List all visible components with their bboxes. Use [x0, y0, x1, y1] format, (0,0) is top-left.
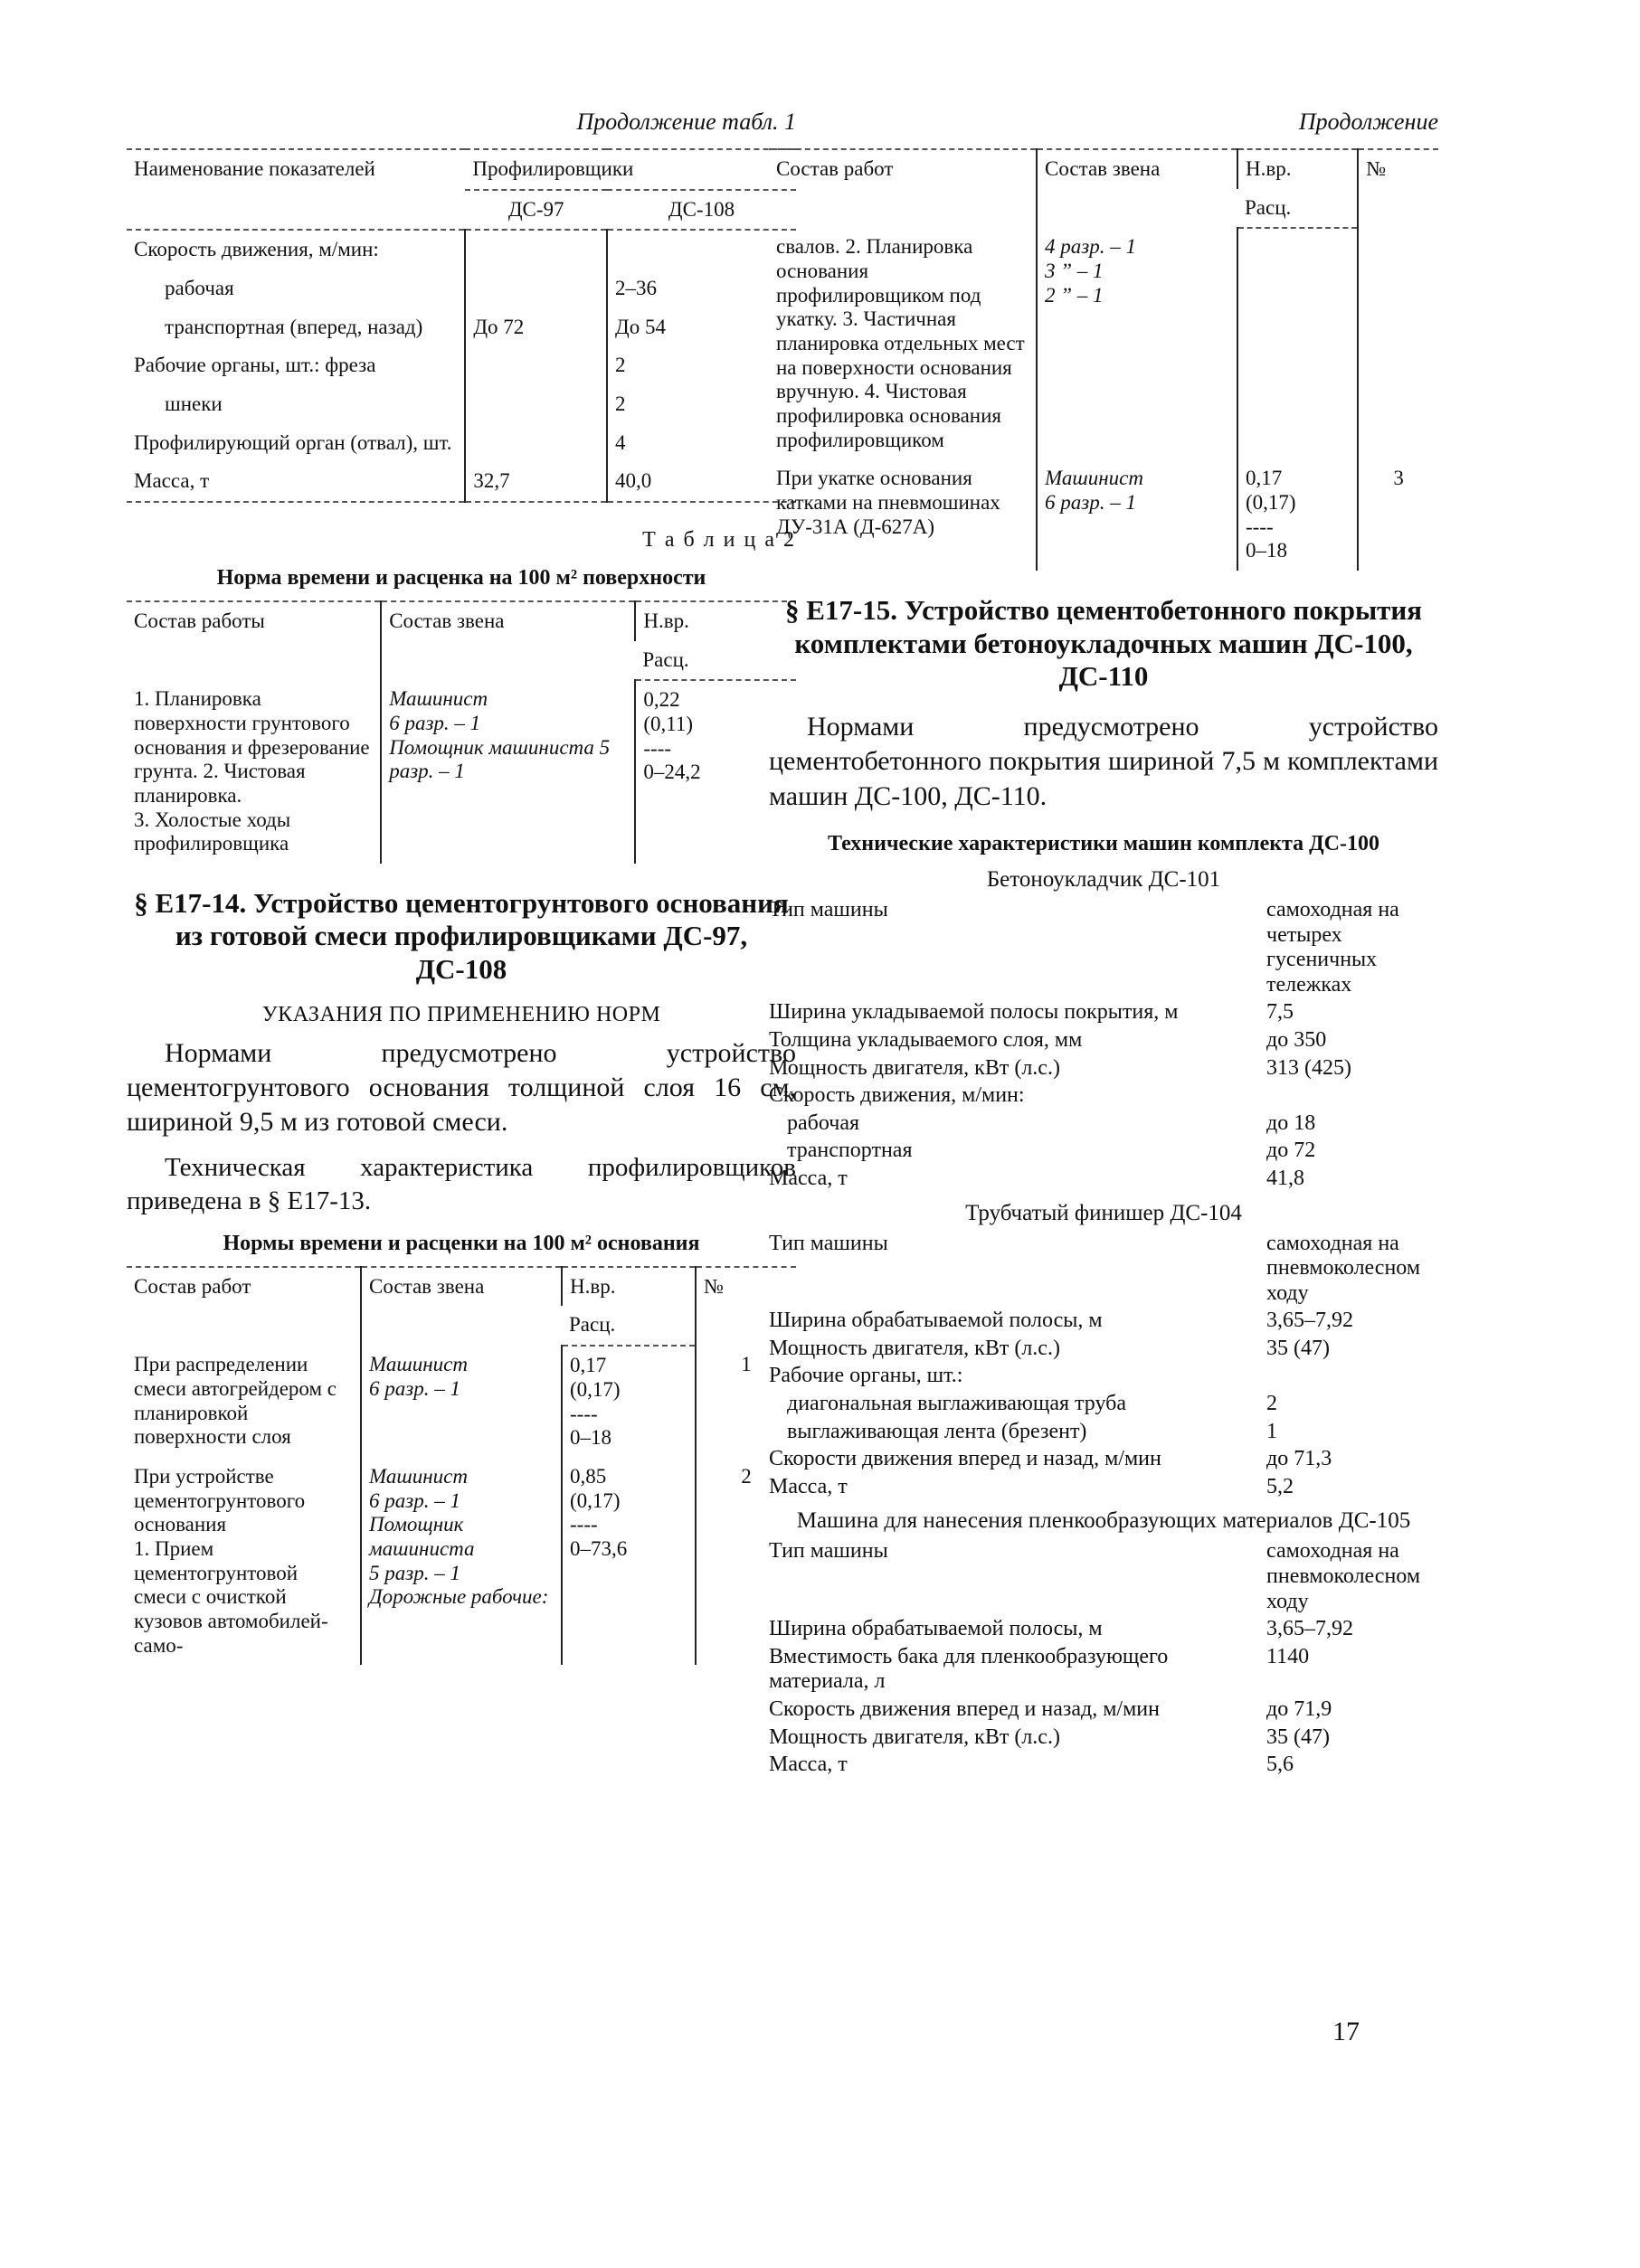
spec-value: 2 — [1266, 1392, 1277, 1416]
spec-label: Масса, т — [769, 1474, 848, 1498]
spec-label: Ширина обрабатываемой полосы, м — [769, 1309, 1103, 1333]
section14-header-nvr: Н.вр. — [562, 1267, 696, 1307]
table1-row-transport — [127, 308, 796, 347]
page-number: 17 — [1332, 2017, 1360, 2046]
right-running-head: Продолжение — [1298, 109, 1438, 135]
spec-value: до 71,3 — [1266, 1447, 1332, 1471]
section14-row — [127, 1346, 796, 1458]
spec-group-1 — [769, 867, 1438, 1192]
spec-row — [769, 1725, 1438, 1751]
table1-cell-ds108: 40,0 — [607, 462, 796, 502]
section14-header-rate: Расц. — [562, 1306, 696, 1346]
spec-row — [769, 1753, 1438, 1778]
table1-header-profilers: Профилировщики — [465, 149, 796, 190]
cont-work-cell: свалов. 2. Планировка основания профилировщиком под укатку. 3. Частичная планировка отдельных мест на поверхности основания вручную. 4. Чистовая профилировка основания профилировщиком — [776, 235, 1025, 451]
table1-cell-ds97 — [465, 424, 607, 463]
section14-work-cell: При устройстве цементогрунтового основания 1. Прием цементогрунтовой смеси с очисткой кузовов автомобилей-само- — [134, 1464, 328, 1657]
table1-cell-ds97 — [465, 385, 607, 424]
section14-work-cell: При распределении смеси автогрейдером с планировкой поверхности слоя — [134, 1353, 337, 1449]
spec-value — [1266, 1364, 1438, 1389]
section14-header-crew: Состав звена — [361, 1267, 562, 1346]
spec-row — [769, 1111, 1438, 1137]
section14-row — [127, 1458, 796, 1665]
spec-label: транспортная — [787, 1139, 913, 1163]
spec-value: до 72 — [1266, 1139, 1316, 1163]
spec-row — [769, 1475, 1438, 1500]
table1-cell-ds108: 2 — [607, 346, 796, 385]
spec-row — [769, 1617, 1438, 1642]
table1-row-working — [127, 269, 796, 308]
table2-crew-cell: Машинист 6 разр. – 1 Помощник машиниста 5 разр. – 1 — [381, 680, 635, 864]
cont-header-no: № — [1358, 149, 1438, 228]
cont-nvr-cell — [1237, 228, 1358, 459]
spec-value: 35 (47) — [1266, 1336, 1330, 1360]
spec-label: Ширина укладываемой полосы покрытия, м — [769, 1000, 1179, 1025]
right-column — [769, 109, 1438, 1781]
cont-crew-cell: Машинист 6 разр. – 1 — [1037, 459, 1237, 571]
cont-row — [769, 228, 1438, 459]
spec-label: Масса, т — [769, 1753, 848, 1777]
cont-header-rate: Расц. — [1237, 189, 1358, 229]
spec-row — [769, 898, 1438, 997]
table1-cell-ds97: 32,7 — [465, 462, 607, 502]
cont-no-cell — [1358, 228, 1438, 459]
spec-value: до 18 — [1266, 1110, 1316, 1135]
cont-no-cell: 3 — [1358, 459, 1438, 571]
section-14-table — [127, 1266, 796, 1665]
continuation-table — [769, 148, 1438, 571]
spec-row — [769, 1337, 1438, 1362]
spec-label: Тип машины — [769, 1539, 888, 1564]
table1-row-augers — [127, 385, 796, 424]
cont-work-cell: При укатке основания катками на пневмошинах ДУ-31А (Д-627А) — [776, 467, 1000, 538]
section14-no-cell: 2 — [696, 1458, 796, 1665]
table2-header-nvr: Н.вр. — [635, 601, 796, 641]
spec-label: Толщина укладываемого слоя, мм — [769, 1027, 1083, 1052]
spec-value: 5,6 — [1266, 1753, 1294, 1777]
spec-row — [769, 1697, 1438, 1723]
spec-label: Ширина обрабатываемой полосы, м — [769, 1617, 1103, 1641]
table1-cell-ds97 — [465, 230, 607, 269]
section14-header-no: № — [696, 1267, 796, 1346]
spec-label: диагональная выглаживающая труба — [787, 1392, 1127, 1416]
table1-cell-ds108 — [607, 230, 796, 269]
spec-row — [769, 1056, 1438, 1082]
spec-group-3 — [769, 1508, 1438, 1777]
section14-crew-cell: Машинист 6 разр. – 1 — [361, 1346, 562, 1458]
table-2-title: Норма времени и расценка на 100 м² поверхности — [216, 566, 706, 591]
table1-row-speed — [127, 230, 796, 269]
table1-cell-ds97 — [465, 346, 607, 385]
table1-header-ds97: ДС-97 — [465, 190, 607, 231]
spec-row — [769, 1364, 1438, 1389]
spec-value: 7,5 — [1266, 1000, 1294, 1025]
table-2 — [127, 600, 796, 864]
spec-value: 5,2 — [1266, 1474, 1294, 1498]
section-15-paragraph: Нормами предусмотрено устройство цементобетонного покрытия шириной 7,5 м комплектами машин ДС-100, ДС-110. — [769, 711, 1438, 811]
section-14-table-title: Нормы времени и расценки на 100 м² основания — [223, 1232, 700, 1256]
table2-nvr-cell: 0,22 (0,11) ---- 0–24,2 — [635, 680, 796, 864]
spec-label: Скорость движения вперед и назад, м/мин — [769, 1697, 1160, 1722]
table1-cell-ds108: 2 — [607, 385, 796, 424]
table1-cell-ds108: 2–36 — [607, 269, 796, 308]
table2-header-rate: Расц. — [635, 641, 796, 681]
spec-label: Тип машины — [769, 1231, 888, 1255]
table2-header-crew: Состав звена — [381, 601, 635, 680]
spec-value: самоходная на пневмоколесном ходу — [1266, 1231, 1427, 1305]
spec-value — [1266, 1083, 1438, 1109]
spec-group-title: Бетоноукладчик ДС-101 — [986, 866, 1221, 892]
table-2-label: Т а б л и ц а 2 — [642, 528, 796, 553]
spec-group-title: Трубчатый финишер ДС-104 — [965, 1200, 1242, 1225]
table2-header-work: Состав работы — [127, 601, 381, 680]
spec-row — [769, 1139, 1438, 1164]
spec-value: самоходная на четырех гусеничных тележках — [1266, 897, 1405, 997]
cont-nvr-cell: 0,17 (0,17) ---- 0–18 — [1237, 459, 1358, 571]
table1-header-name: Наименование показателей — [127, 149, 465, 230]
spec-row — [769, 1167, 1438, 1192]
table1-cell-label: шнеки — [165, 392, 223, 416]
spec-label: выглаживающая лента (брезент) — [787, 1419, 1087, 1443]
table1-cell-label: Профилирующий орган (отвал), шт. — [134, 430, 452, 454]
cont-row — [769, 459, 1438, 571]
spec-group-title: Машина для нанесения пленкообразующих материалов ДС-105 — [796, 1508, 1411, 1534]
section-14-paragraph-1: Нормами предусмотрено устройство цементогрунтового основания толщиной слоя 16 см, шириной 9,5 м из готовой смеси. — [127, 1037, 796, 1138]
spec-label: Мощность двигателя, кВт (л.с.) — [769, 1336, 1060, 1360]
section-14-title: § Е17-14. Устройство цементогрунтового основания из готовой смеси профилировщиками ДС-97, ДС-108 — [134, 886, 789, 986]
section-14-paragraph-2: Техническая характеристика профилировщиков приведена в § Е17-13. — [127, 1152, 796, 1215]
spec-value: 1140 — [1266, 1644, 1310, 1668]
spec-label: Скорости движения вперед и назад, м/мин — [769, 1447, 1161, 1471]
spec-label: Рабочие органы, шт.: — [769, 1364, 963, 1388]
spec-value: до 350 — [1266, 1027, 1327, 1052]
table1-cell-ds97 — [465, 269, 607, 308]
table1-cell-label: Масса, т — [134, 469, 210, 493]
cont-header-nvr: Н.вр. — [1237, 149, 1358, 189]
spec-row — [769, 1083, 1438, 1109]
section-14-subtitle: УКАЗАНИЯ ПО ПРИМЕНЕНИЮ НОРМ — [261, 1002, 661, 1026]
spec-value: 41,8 — [1266, 1166, 1304, 1190]
spec-value: 3,65–7,92 — [1266, 1309, 1353, 1333]
spec-label: Скорость движения, м/мин: — [769, 1083, 1025, 1108]
spec-row — [769, 1447, 1438, 1472]
section14-nvr-cell: 0,17 (0,17) ---- 0–18 — [562, 1346, 696, 1458]
spec-label: рабочая — [787, 1110, 860, 1135]
spec-label: Масса, т — [769, 1166, 848, 1190]
table1-cell-label: рабочая — [165, 277, 234, 300]
spec-value: 313 (425) — [1266, 1055, 1351, 1080]
cont-header-crew: Состав звена — [1037, 149, 1237, 228]
spec-label: Вместимость бака для пленкообразующего материала, л — [769, 1644, 1174, 1694]
table1-cell-ds97: До 72 — [465, 308, 607, 347]
spec-value: 1 — [1266, 1419, 1277, 1443]
table1-row-blade — [127, 424, 796, 463]
tech-characteristics-title: Технические характеристики машин комплекта ДС-100 — [828, 831, 1379, 855]
cont-header-work: Состав работ — [769, 149, 1037, 228]
section-15-title: § Е17-15. Устройство цементобетонного покрытия комплектами бетоноукладочных машин ДС-100, ДС-110 — [784, 594, 1423, 693]
spec-value: 3,65–7,92 — [1266, 1617, 1353, 1641]
table2-work-cell: 1. Планировка поверхности грунтового основания и фрезерование грунта. 2. Чистовая планировка. 3. Холостые ходы профилировщика — [134, 687, 370, 855]
spec-value: 35 (47) — [1266, 1725, 1330, 1749]
table1-header-ds108: ДС-108 — [607, 190, 796, 231]
spec-label: Тип машины — [769, 897, 888, 921]
table1-cell-label: Скорость движения, м/мин: — [134, 238, 379, 261]
table1-cell-ds108: 4 — [607, 424, 796, 463]
table1-cell-label: транспортная (вперед, назад) — [165, 315, 423, 338]
spec-value: самоходная на пневмоколесном ходу — [1266, 1539, 1427, 1613]
spec-value: до 71,9 — [1266, 1697, 1332, 1722]
spec-row — [769, 1000, 1438, 1025]
spec-row — [769, 1645, 1438, 1695]
spec-row — [769, 1028, 1438, 1054]
spec-row — [769, 1309, 1438, 1334]
table1-cell-ds108: До 54 — [607, 308, 796, 347]
table1-cell-label: Рабочие органы, шт.: фреза — [134, 354, 376, 377]
section14-header-work: Состав работ — [127, 1267, 361, 1346]
spec-row — [769, 1392, 1438, 1417]
table1-row-mill — [127, 346, 796, 385]
section14-nvr-cell: 0,85 (0,17) ---- 0–73,6 — [562, 1458, 696, 1665]
spec-label: Мощность двигателя, кВт (л.с.) — [769, 1055, 1060, 1080]
spec-row — [769, 1420, 1438, 1445]
spec-label: Мощность двигателя, кВт (л.с.) — [769, 1725, 1060, 1749]
table2-row — [127, 680, 796, 864]
table-1-wrap — [127, 148, 796, 503]
cont-crew-cell: 4 разр. – 1 3 ” – 1 2 ” – 1 — [1037, 228, 1237, 459]
table1-row-mass — [127, 462, 796, 502]
section14-no-cell: 1 — [696, 1346, 796, 1458]
spec-group-2 — [769, 1201, 1438, 1500]
spec-row — [769, 1232, 1438, 1307]
left-column — [127, 109, 796, 1665]
left-running-head: Продолжение табл. 1 — [576, 109, 796, 135]
table-1 — [127, 148, 796, 503]
spec-row — [769, 1539, 1438, 1614]
section14-crew-cell: Машинист 6 разр. – 1 Помощник машиниста 5 разр. – 1 Дорожные рабочие: — [361, 1458, 562, 1665]
